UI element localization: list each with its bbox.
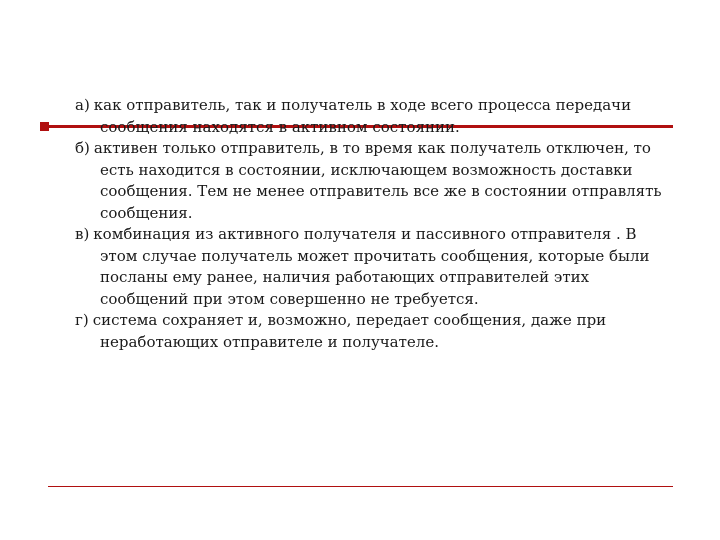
bottom-rule — [48, 486, 673, 487]
list-marker: в) — [75, 225, 90, 243]
list-marker: а) — [75, 96, 90, 114]
list-item-a — [75, 95, 675, 138]
option-list — [75, 95, 675, 353]
list-marker: г) — [75, 311, 89, 329]
list-item-text: активен только отправитель, в то время как получатель отключен, то есть находится в состоянии, исключающем возможность доставки сообщения. Тем не менее отправитель все же в состоянии отправлять сообщения. — [93, 139, 662, 222]
list-item-text: система сохраняет и, возможно, передает сообщения, даже при неработающих отправителе и получателе. — [92, 311, 607, 351]
list-item-text: как отправитель, так и получатель в ходе всего процесса передачи сообщения находятся в активном состоянии. — [93, 96, 632, 136]
list-item-c — [75, 224, 675, 310]
list-item-b — [75, 138, 675, 224]
list-item-text: комбинация из активного получателя и пассивного отправителя . В этом случае получатель может прочитать сообщения, которые были посланы ему ранее, наличия работающих отправителей этих сообщений при этом совершенно не требуется. — [93, 225, 650, 308]
list-marker: б) — [75, 139, 90, 157]
list-item-d — [75, 310, 675, 353]
